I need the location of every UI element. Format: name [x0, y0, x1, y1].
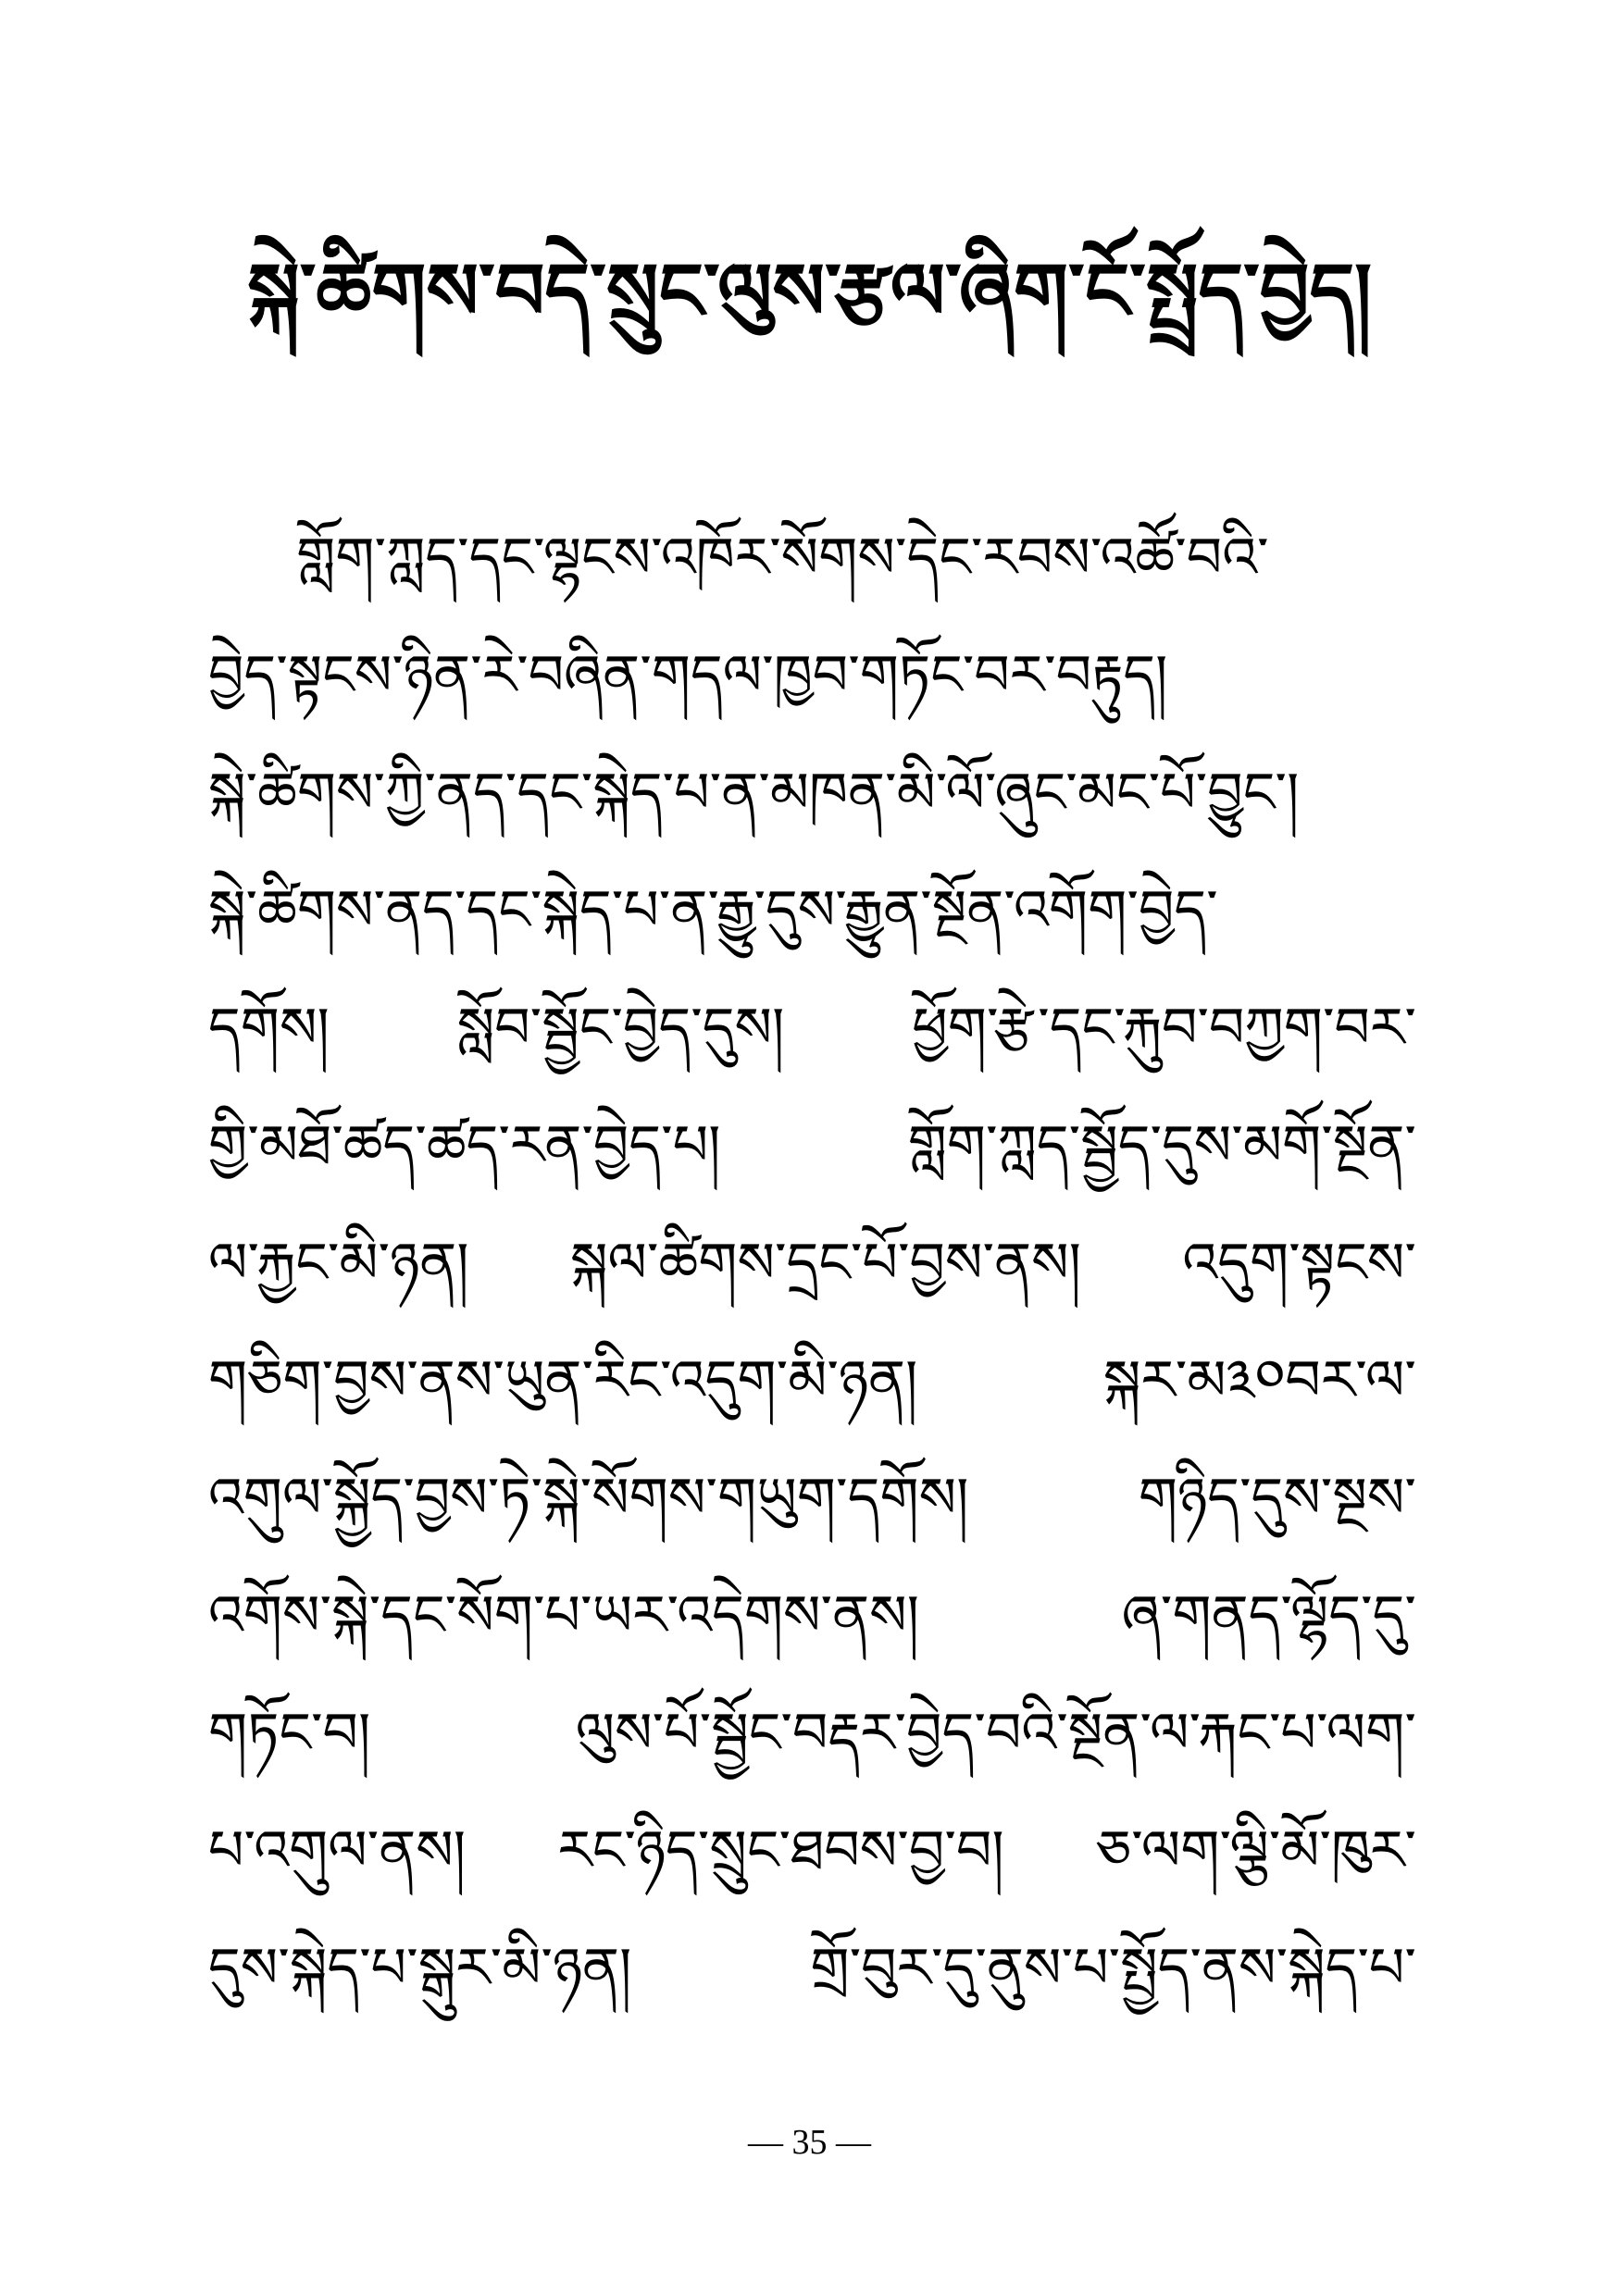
body-line: དུས་སྐེད་པ་སྒུར་མི་ཉན། གྲོ་བུར་དུ་ནུས་པ་སྤྱོད་ནས་སྐེད་པ་	[208, 1936, 1416, 2001]
body-line: བྱེད་སྟངས་ཉིན་རེ་བཞིན་གདལ་ཁྱབ་གཏོང་བར་བརྟུད།	[208, 643, 1168, 708]
body-line: གློག་ཀླད་དང་ལྷངས་འཁོར་སོགས་དེང་རབས་འཚོ་བའི་	[296, 526, 1269, 590]
body-line: པ་འགུལ་ནས། རང་ཉིད་སྲུང་ཐབས་བྱ་བ། ཅ་ལག་ལྕི་མོ་ཁུར་	[208, 1818, 1416, 1883]
body-line: གཅིག་བྱས་ནས་ཡུན་རིང་འདུག་མི་ཉན། སྐར་མ༣༠བར་ལ་	[208, 1348, 1416, 1413]
body-line: སྐེ་ཚིགས་ནད་དང་སྐེད་པ་ན་རྒྱུ་དུས་རྒྱུན་སྔོན་འགོག་བྱེད་	[208, 878, 1218, 943]
body-line: འགུལ་སྐྱོད་བྱས་ཏེ་སྐེ་སོགས་གཡུག་དགོས། གཉིད་དུས་སྔས་	[208, 1466, 1416, 1531]
body-line: ལ་རྐྱང་མི་ཉན། སྐལ་ཚིགས་དྲང་པོ་བྱས་ནས། འདུག་སྟངས་	[208, 1231, 1416, 1296]
body-line: གྱི་མཐོ་ཚད་ཚད་རན་བྱེད་པ། གློག་ཀླད་སྦྱོད་དུས་མགོ་སྔོན་	[208, 1113, 1416, 1178]
body-line: འགོས་སྐེ་དང་སོག་པ་ཡར་འདེགས་ནས། ཞ་གནད་ལྷོད་དུ་	[208, 1583, 1416, 1648]
page-number: — 35 —	[748, 2123, 871, 2162]
body-text	[208, 500, 1416, 2028]
body-line: དགོས། སློབ་སྦྱོང་བྱེད་དུས། ཕྱོག་རྩེ་དང་རྐུབ་བཀྱག་བར་	[208, 996, 1416, 1061]
body-line: གཏོང་བ། ལུས་པོ་སྦྱོང་བརྡར་བྱེད་བའི་སྔོན་ལ་རྐང་པ་ལག་	[208, 1701, 1416, 1766]
page-title: སྐེ་ཚིགས་བདེ་སྲུང་ལུས་རྩལ་ཞིག་ངོ་སྤྲོད་བྱེད།	[247, 245, 1372, 337]
body-line: སྐེ་ཚིགས་ཀྱི་ནད་དང་སྐེད་པ་ན་མཁན་མི་ལོ་ཞུང་མང་པོ་བྱུང་།	[208, 761, 1300, 825]
